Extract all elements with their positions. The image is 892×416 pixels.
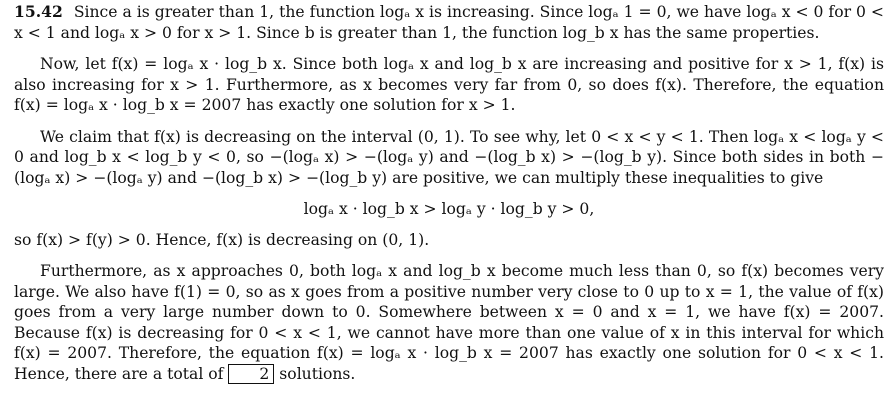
paragraph-1-text: Since a is greater than 1, the function logₐ x is increasing. Since logₐ 1 = 0, we have logₐ x < 0 for 0 < x < 1 and logₐ x > 0 for x > 1. Since b is greater than 1, the function log_b x has the same properties. (14, 3, 884, 42)
paragraph-2 (14, 54, 884, 116)
paragraph-4-text: so f(x) > f(y) > 0. Hence, f(x) is decreasing on (0, 1). (14, 230, 430, 249)
paragraph-3 (14, 127, 884, 189)
paragraph-5 (14, 261, 884, 384)
problem-number: 15.42 (14, 2, 63, 21)
display-equation: logₐ x · log_b x > logₐ y · log_b y > 0, (303, 200, 595, 218)
paragraph-4 (14, 230, 884, 251)
solution-document (14, 2, 884, 395)
boxed-answer: 2 (228, 364, 274, 384)
paragraph-3-text: We claim that f(x) is decreasing on the interval (0, 1). To see why, let 0 < x < y < 1. Then logₐ x < logₐ y < 0 and log_b x < log_b y < 0, so −(logₐ x) > −(logₐ y) and −(log_b x) > −(log_b y). Since both sides in both −(logₐ x) > −(logₐ y) and −(log_b x) > −(log_b y) are positive, we can multiply these inequalities to give (14, 127, 884, 187)
paragraph-1 (14, 2, 884, 43)
paragraph-2-text: Now, let f(x) = logₐ x · log_b x. Since both logₐ x and log_b x are increasing and positive for x > 1, f(x) is also increasing for x > 1. Furthermore, as x becomes very far from 0, so does f(x). Therefore, the equation f(x) = logₐ x · log_b x = 2007 has exactly one solution for x > 1. (14, 55, 884, 114)
paragraph-5-text: Furthermore, as x approaches 0, both logₐ x and log_b x become much less than 0, so f(x) becomes very large. We also have f(1) = 0, so as x goes from a positive number very close to 0 up to x = 1, the value of f(x) goes from a very large number down to 0. Somewhere between x = 0 and x = 1, we have f(x) = 2007. Because f(x) is decreasing for 0 < x < 1, we cannot have more than one value of x in this interval for which f(x) = 2007. Therefore, the equation f(x) = logₐ x · log_b x = 2007 has exactly one solution for 0 < x < 1. Hence, there are a total of (14, 262, 884, 383)
closing-word: solutions. (279, 364, 356, 383)
